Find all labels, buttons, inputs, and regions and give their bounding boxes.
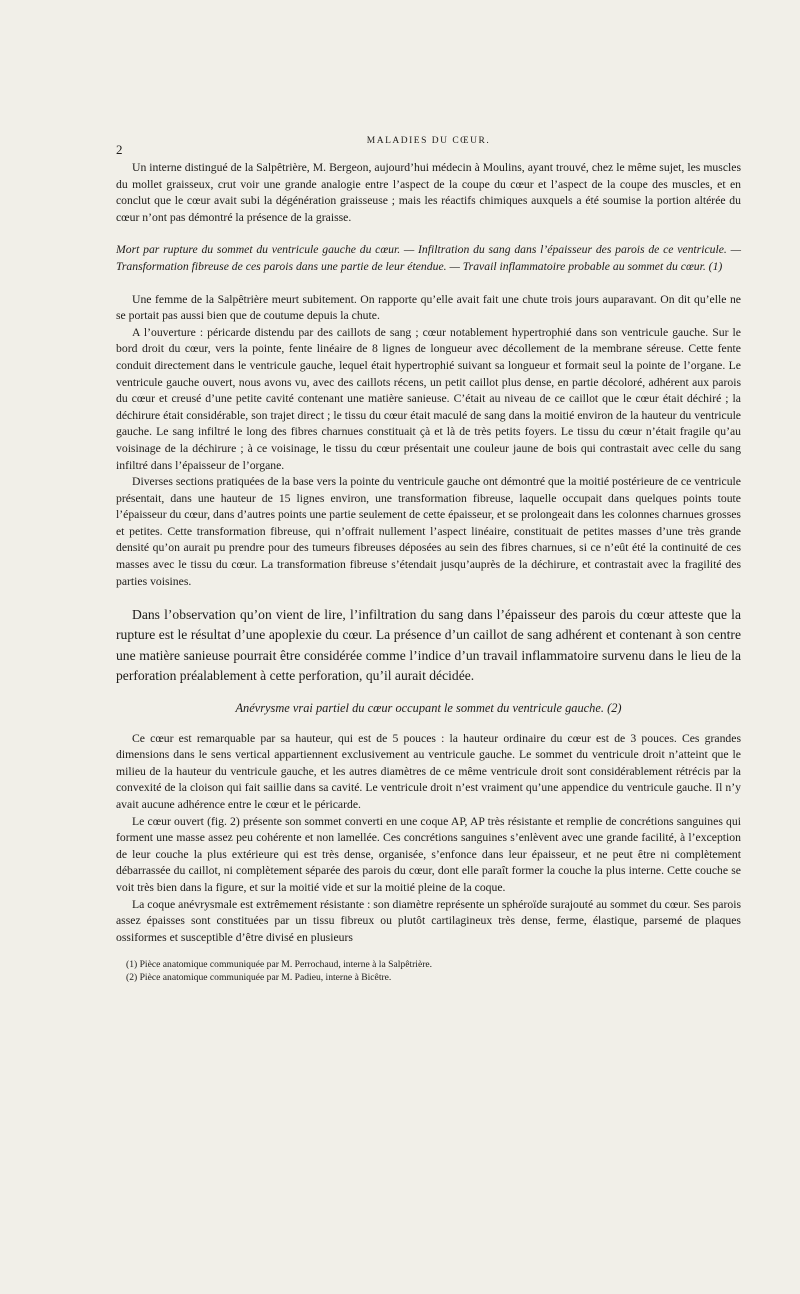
footnotes bbox=[116, 958, 741, 984]
paragraph: Un interne distingué de la Salpêtrière, M. Bergeon, aujourd’hui médecin à Moulins, ayant trouvé, chez le même sujet, les muscles du mollet graisseux, crut voir une grande analogie entre l’aspect de la coupe du cœur et l’aspect de la coupe des muscles, et en conclut que le cœur avait subi la dégénération graisseuse ; mais les réactifs chimiques auxquels a été soumise la portion altérée du cœur n’ont pas démontré la présence de la graisse. bbox=[116, 161, 741, 224]
footnote: (1) Pièce anatomique communiquée par M. Perrochaud, interne à la Salpêtrière. bbox=[126, 959, 433, 971]
aneurysm-description-block bbox=[116, 731, 741, 947]
paragraph: A l’ouverture : péricarde distendu par des caillots de sang ; cœur notablement hypertrophié dans son ventricule gauche. Sur le bord droit du cœur, vers la pointe, fente linéaire de 8 lignes de longueur avec décollement de la membrane séreuse. Cette fente conduit directement dans le ventricule gauche, lequel était hypertrophié suivant sa longueur et formait seul la pointe de l’organe. Le ventricule gauche ouvert, nous avons vu, avec des caillots récens, un petit caillot plus dense, en partie décoloré, adhérent aux parois du cœur et creusé d’une petite cavité contenant une matière sanieuse. C’était au niveau de ce caillot que le cœur était déchiré ; la déchirure était considérable, son trajet direct ; le tissu du cœur était maculé de sang dans la moitié environ de la hauteur du ventricule gauche. Le sang infiltré le long des fibres charnues constituait çà et là de très petits foyers. Le tissu du cœur n’était fragile qu’au voisinage de la déchirure ; à ce voisinage, le tissu du cœur présentait une couleur jaune de bois qui contrastait avec celle du sang infiltré dans l’épaisseur de l’organe. bbox=[116, 325, 741, 472]
commentary-block bbox=[116, 605, 741, 686]
footnote: (2) Pièce anatomique communiquée par M. Padieu, interne à Bicêtre. bbox=[126, 972, 392, 984]
intro-paragraph-block bbox=[116, 160, 741, 226]
running-head bbox=[116, 136, 741, 158]
book-page bbox=[116, 136, 741, 984]
page-number: 2 bbox=[116, 142, 123, 157]
running-title: MALADIES DU CŒUR. bbox=[366, 136, 491, 146]
paragraph: Une femme de la Salpêtrière meurt subitement. On rapporte qu’elle avait fait une chute trois jours auparavant. On dit qu’elle ne se portait pas aussi bien que de coutume depuis la chute. bbox=[116, 292, 741, 323]
case-report-block bbox=[116, 292, 741, 591]
paragraph: Dans l’observation qu’on vient de lire, l’infiltration du sang dans l’épaisseur des parois du cœur atteste que la rupture est le résultat d’une apoplexie du cœur. La présence d’un caillot de sang adhérent et contenant à son centre une matière sanieuse pourrait être considérée comme l’indice d’un travail inflammatoire survenu dans le lieu de la perforation préalablement à cette perforation, qu’il aurait décidée. bbox=[116, 607, 741, 683]
paragraph: Diverses sections pratiquées de la base vers la pointe du ventricule gauche ont démontré que la moitié postérieure de ce ventricule présentait, dans une hauteur de 15 lignes environ, une transformation fibreuse, laquelle occupait dans quelques points toute l’épaisseur du cœur, dans d’autres points une partie seulement de cette épaisseur, et se prolongeait dans les colonnes charnues grosses et petites. Cette transformation fibreuse, qui n’offrait nullement l’aspect linéaire, constituait de petites masses d’une très grande densité qu’on aurait pu prendre pour des tumeurs fibreuses déposées au sein des fibres charnues, si ce n’eût été la continuité de ces masses avec le tissu du cœur. La transformation fibreuse s’étendait jusqu’auprès de la déchirure, et contrastait avec la fragilité des parties voisines. bbox=[116, 475, 741, 588]
paragraph: Ce cœur est remarquable par sa hauteur, qui est de 5 pouces : la hauteur ordinaire du cœur est de 3 pouces. Ces grandes dimensions dans le sens vertical appartiennent exclusivement au ventricule gauche. Le sommet du ventricule droit n’atteint que le milieu de la hauteur du ventricule gauche, et les autres diamètres de ce même ventricule droit sont considérablement rétrécis par la convexité de la cloison qui fait saillie dans sa cavité. Le ventricule droit n’est vraiment qu’une appendice du ventricule gauche. Il n’y avait aucune adhérence entre le cœur et le péricarde. bbox=[116, 731, 741, 812]
observation-heading: Mort par rupture du sommet du ventricule gauche du cœur. — Infiltration du sang dans l’épaisseur des parois de ce ventricule. — Transformation fibreuse de ces parois dans une partie de leur étendue. — Travail inflammatoire probable au sommet du cœur. (1) bbox=[116, 243, 741, 273]
section-heading: Anévrysme vrai partiel du cœur occupant le sommet du ventricule gauche. (2) bbox=[235, 701, 622, 716]
paragraph: Le cœur ouvert (fig. 2) présente son sommet converti en une coque AP, AP très résistante et remplie de concrétions sanguines qui forment une masse assez peu cohérente et non lamellée. Ces concrétions sanguines s’enlèvent avec une grande facilité, à l’exception de leur couche la plus extérieure qui est très dense, organisée, s’enfonce dans leur épaisseur, et ne peut être ni complètement débarrassée du caillot, ni complètement séparée des parois du cœur, dont elle paraît former la couche la plus interne. Cette couche se voit très bien dans la figure, et sur la moitié vide et sur la moitié pleine de la coque. bbox=[116, 814, 741, 894]
paragraph: La coque anévrysmale est extrêmement résistante : son diamètre représente un sphéroïde surajouté au sommet du cœur. Ses parois assez épaisses sont constituées par un tissu fibreux ou plutôt cartilagineux très dense, ferme, élastique, parsemé de plaques ossiformes et susceptible d’être divisé en plusieurs bbox=[116, 897, 741, 944]
